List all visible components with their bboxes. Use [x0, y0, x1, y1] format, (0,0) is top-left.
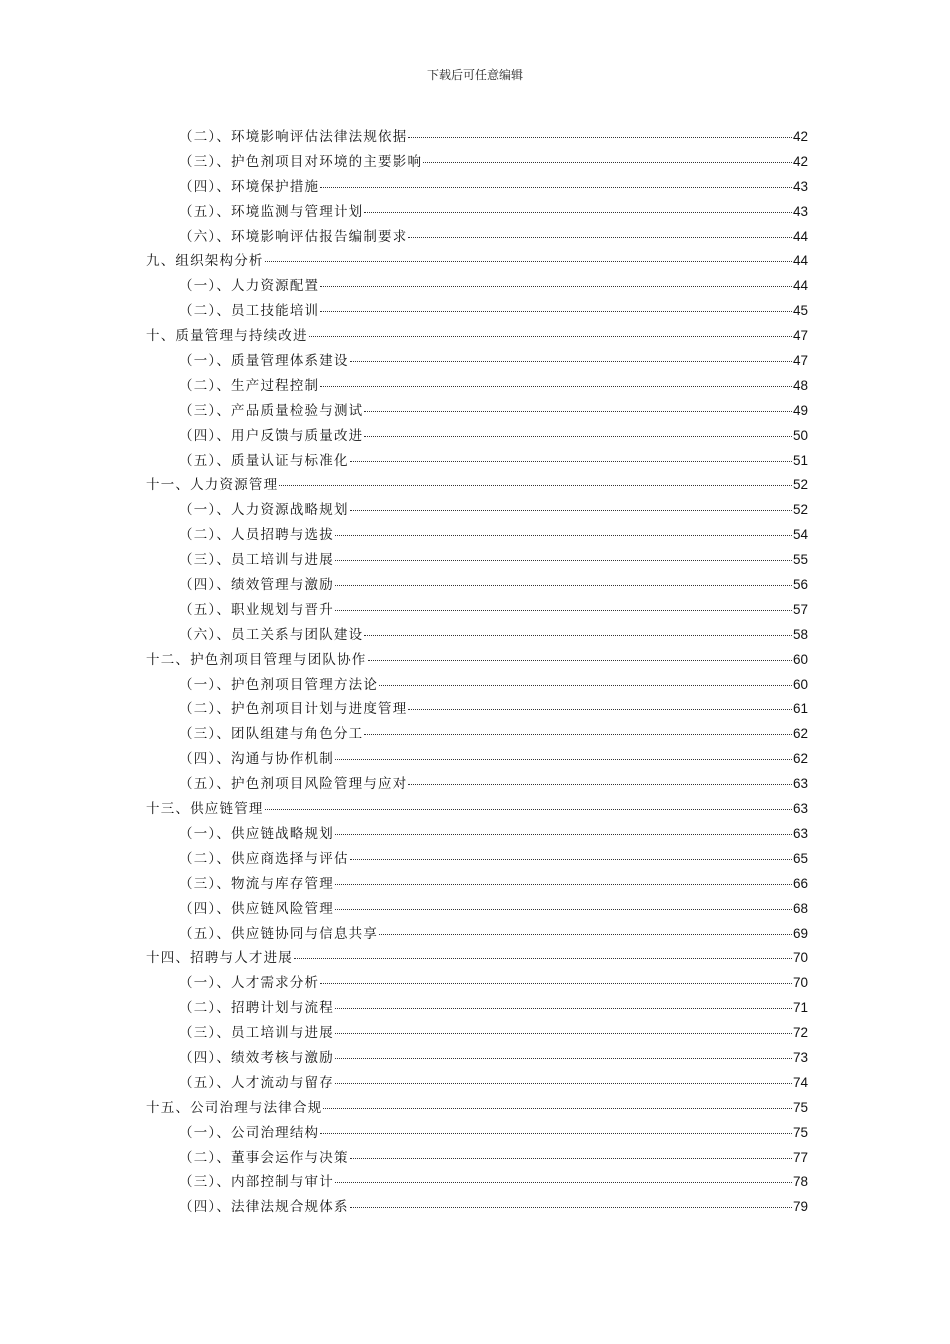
toc-dot-leader [320, 982, 792, 984]
toc-dot-leader [335, 584, 792, 586]
toc-dot-leader [364, 634, 792, 636]
toc-entry-title: （三）、员工培训与进展 [179, 1025, 334, 1042]
toc-dot-leader [320, 310, 792, 312]
toc-subsection-entry[interactable] [146, 125, 808, 150]
toc-page-number: 63 [792, 776, 808, 792]
toc-page-number: 57 [792, 601, 808, 617]
toc-subsection-entry[interactable] [146, 872, 808, 897]
toc-subsection-entry[interactable] [146, 747, 808, 772]
toc-section-entry[interactable] [146, 324, 808, 349]
table-of-contents [146, 125, 808, 1220]
toc-subsection-entry[interactable] [146, 1121, 808, 1146]
toc-page-number: 44 [792, 253, 808, 269]
toc-subsection-entry[interactable] [146, 697, 808, 722]
toc-dot-leader [350, 1206, 792, 1208]
toc-subsection-entry[interactable] [146, 274, 808, 299]
toc-page-number: 61 [792, 701, 808, 717]
toc-page-number: 43 [792, 203, 808, 219]
toc-entry-title: （一）、人力资源战略规划 [179, 502, 349, 519]
toc-dot-leader [408, 783, 792, 785]
toc-entry-title: （二）、生产过程控制 [179, 377, 320, 394]
toc-page-number: 77 [792, 1149, 808, 1165]
toc-entry-title: （四）、法律法规合规体系 [179, 1199, 349, 1216]
toc-subsection-entry[interactable] [146, 1071, 808, 1096]
toc-entry-title: （三）、团队组建与角色分工 [179, 726, 364, 743]
toc-entry-title: （一）、人力资源配置 [179, 278, 320, 295]
toc-subsection-entry[interactable] [146, 424, 808, 449]
toc-page-number: 68 [792, 900, 808, 916]
toc-page-number: 62 [792, 751, 808, 767]
toc-section-entry[interactable] [146, 1096, 808, 1121]
toc-subsection-entry[interactable] [146, 1046, 808, 1071]
toc-page-number: 62 [792, 726, 808, 742]
toc-page-number: 66 [792, 875, 808, 891]
toc-subsection-entry[interactable] [146, 897, 808, 922]
toc-entry-title: 十五、公司治理与法律合规 [146, 1099, 323, 1116]
toc-subsection-entry[interactable] [146, 200, 808, 225]
toc-dot-leader [408, 136, 792, 138]
toc-dot-leader [379, 933, 792, 935]
toc-subsection-entry[interactable] [146, 299, 808, 324]
toc-entry-title: （四）、沟通与协作机制 [179, 751, 334, 768]
toc-dot-leader [364, 435, 792, 437]
toc-page-number: 45 [792, 303, 808, 319]
toc-dot-leader [320, 385, 792, 387]
toc-section-entry[interactable] [146, 797, 808, 822]
toc-entry-title: （二）、招聘计划与流程 [179, 1000, 334, 1017]
toc-entry-title: （一）、护色剂项目管理方法论 [179, 676, 379, 693]
toc-page-number: 56 [792, 577, 808, 593]
toc-subsection-entry[interactable] [146, 1146, 808, 1171]
toc-subsection-entry[interactable] [146, 175, 808, 200]
toc-entry-title: （一）、人才需求分析 [179, 975, 320, 992]
toc-page-number: 73 [792, 1049, 808, 1065]
page-header: 下载后可任意编辑 [426, 68, 523, 82]
toc-page-number: 79 [792, 1199, 808, 1215]
toc-page-number: 60 [792, 676, 808, 692]
toc-dot-leader [294, 957, 792, 959]
toc-dot-leader [265, 260, 792, 262]
toc-subsection-entry[interactable] [146, 847, 808, 872]
toc-subsection-entry[interactable] [146, 523, 808, 548]
toc-entry-title: （一）、公司治理结构 [179, 1124, 320, 1141]
toc-entry-title: （二）、员工技能培训 [179, 303, 320, 320]
toc-dot-leader [335, 908, 792, 910]
toc-subsection-entry[interactable] [146, 1021, 808, 1046]
toc-page-number: 44 [792, 278, 808, 294]
toc-subsection-entry[interactable] [146, 374, 808, 399]
toc-dot-leader [335, 758, 792, 760]
toc-dot-leader [320, 186, 792, 188]
toc-subsection-entry[interactable] [146, 1170, 808, 1195]
toc-subsection-entry[interactable] [146, 449, 808, 474]
toc-entry-title: （一）、质量管理体系建设 [179, 353, 349, 370]
toc-page-number: 74 [792, 1074, 808, 1090]
toc-entry-title: （五）、供应链协同与信息共享 [179, 925, 379, 942]
toc-subsection-entry[interactable] [146, 722, 808, 747]
toc-page-number: 52 [792, 502, 808, 518]
toc-subsection-entry[interactable] [146, 623, 808, 648]
toc-entry-title: 十、质量管理与持续改进 [146, 328, 308, 345]
toc-entry-title: （四）、绩效考核与激励 [179, 1049, 334, 1066]
toc-entry-title: 十一、人力资源管理 [146, 477, 279, 494]
toc-entry-title: （三）、产品质量检验与测试 [179, 402, 364, 419]
toc-page-number: 47 [792, 353, 808, 369]
toc-page-number: 44 [792, 228, 808, 244]
toc-entry-title: （二）、董事会运作与决策 [179, 1149, 349, 1166]
toc-page-number: 63 [792, 801, 808, 817]
toc-page-number: 50 [792, 427, 808, 443]
toc-page-number: 55 [792, 552, 808, 568]
toc-dot-leader [320, 1132, 792, 1134]
toc-dot-leader [335, 1181, 792, 1183]
toc-subsection-entry[interactable] [146, 498, 808, 523]
toc-dot-leader [364, 733, 792, 735]
toc-page-number: 49 [792, 402, 808, 418]
toc-dot-leader [309, 335, 792, 337]
toc-section-entry[interactable] [146, 249, 808, 274]
toc-dot-leader [335, 833, 792, 835]
toc-entry-title: （二）、人员招聘与选拔 [179, 527, 334, 544]
toc-entry-title: （五）、质量认证与标准化 [179, 452, 349, 469]
toc-dot-leader [408, 708, 792, 710]
toc-dot-leader [335, 1032, 792, 1034]
toc-subsection-entry[interactable] [146, 399, 808, 424]
toc-entry-title: （六）、环境影响评估报告编制要求 [179, 228, 408, 245]
toc-entry-title: （三）、物流与库存管理 [179, 875, 334, 892]
toc-page-number: 58 [792, 626, 808, 642]
toc-page-number: 43 [792, 178, 808, 194]
toc-dot-leader [364, 211, 792, 213]
toc-entry-title: （六）、员工关系与团队建设 [179, 626, 364, 643]
toc-entry-title: （五）、环境监测与管理计划 [179, 203, 364, 220]
toc-entry-title: （二）、护色剂项目计划与进度管理 [179, 701, 408, 718]
toc-entry-title: （三）、内部控制与审计 [179, 1174, 334, 1191]
toc-page-number: 72 [792, 1025, 808, 1041]
toc-subsection-entry[interactable] [146, 1195, 808, 1220]
toc-subsection-entry[interactable] [146, 673, 808, 698]
toc-entry-title: 十四、招聘与人才进展 [146, 950, 293, 967]
toc-dot-leader [335, 1057, 792, 1059]
toc-page-number: 69 [792, 925, 808, 941]
toc-page-number: 65 [792, 850, 808, 866]
toc-dot-leader [335, 609, 792, 611]
toc-entry-title: （五）、职业规划与晋升 [179, 601, 334, 618]
toc-subsection-entry[interactable] [146, 225, 808, 250]
toc-entry-title: 十二、护色剂项目管理与团队协作 [146, 651, 367, 668]
toc-page-number: 78 [792, 1174, 808, 1190]
toc-subsection-entry[interactable] [146, 598, 808, 623]
toc-dot-leader [279, 484, 792, 486]
toc-page-number: 51 [792, 452, 808, 468]
toc-page-number: 75 [792, 1099, 808, 1115]
toc-subsection-entry[interactable] [146, 922, 808, 947]
toc-dot-leader [335, 1007, 792, 1009]
toc-subsection-entry[interactable] [146, 548, 808, 573]
toc-subsection-entry[interactable] [146, 772, 808, 797]
toc-entry-title: （四）、环境保护措施 [179, 178, 320, 195]
toc-dot-leader [335, 883, 792, 885]
toc-dot-leader [423, 161, 792, 163]
toc-subsection-entry[interactable] [146, 150, 808, 175]
toc-entry-title: （一）、供应链战略规划 [179, 825, 334, 842]
toc-dot-leader [350, 460, 792, 462]
toc-page-number: 71 [792, 1000, 808, 1016]
toc-section-entry[interactable] [146, 473, 808, 498]
toc-page-number: 42 [792, 129, 808, 144]
toc-dot-leader [323, 1107, 792, 1109]
toc-dot-leader [320, 285, 792, 287]
toc-entry-title: （四）、用户反馈与质量改进 [179, 427, 364, 444]
toc-entry-title: （三）、员工培训与进展 [179, 552, 334, 569]
toc-entry-title: （二）、环境影响评估法律法规依据 [179, 129, 408, 145]
toc-dot-leader [335, 534, 792, 536]
toc-dot-leader [350, 1157, 792, 1159]
toc-dot-leader [408, 236, 792, 238]
toc-page-number: 47 [792, 328, 808, 344]
toc-subsection-entry[interactable] [146, 573, 808, 598]
toc-entry-title: （三）、护色剂项目对环境的主要影响 [179, 153, 423, 170]
toc-entry-title: （五）、人才流动与留存 [179, 1074, 334, 1091]
toc-subsection-entry[interactable] [146, 971, 808, 996]
toc-entry-title: （二）、供应商选择与评估 [179, 850, 349, 867]
toc-section-entry[interactable] [146, 648, 808, 673]
toc-dot-leader [335, 559, 792, 561]
toc-page-number: 70 [792, 950, 808, 966]
toc-dot-leader [364, 410, 792, 412]
toc-dot-leader [350, 509, 792, 511]
toc-dot-leader [265, 808, 792, 810]
toc-subsection-entry[interactable] [146, 822, 808, 847]
toc-dot-leader [379, 684, 792, 686]
toc-subsection-entry[interactable] [146, 996, 808, 1021]
toc-page-number: 54 [792, 527, 808, 543]
toc-page-number: 48 [792, 377, 808, 393]
toc-section-entry[interactable] [146, 946, 808, 971]
toc-dot-leader [335, 1082, 792, 1084]
toc-page-number: 60 [792, 651, 808, 667]
toc-page-number: 75 [792, 1124, 808, 1140]
toc-entry-title: 十三、供应链管理 [146, 801, 264, 818]
toc-page-number: 42 [792, 153, 808, 169]
toc-dot-leader [350, 360, 792, 362]
toc-entry-title: （四）、供应链风险管理 [179, 900, 334, 917]
toc-entry-title: （五）、护色剂项目风险管理与应对 [179, 776, 408, 793]
toc-entry-title: （四）、绩效管理与激励 [179, 577, 334, 594]
toc-dot-leader [350, 858, 792, 860]
toc-page-number: 52 [792, 477, 808, 493]
toc-dot-leader [368, 659, 792, 661]
toc-entry-title: 九、组织架构分析 [146, 253, 264, 270]
toc-page-number: 70 [792, 975, 808, 991]
toc-subsection-entry[interactable] [146, 349, 808, 374]
toc-page-number: 63 [792, 825, 808, 841]
